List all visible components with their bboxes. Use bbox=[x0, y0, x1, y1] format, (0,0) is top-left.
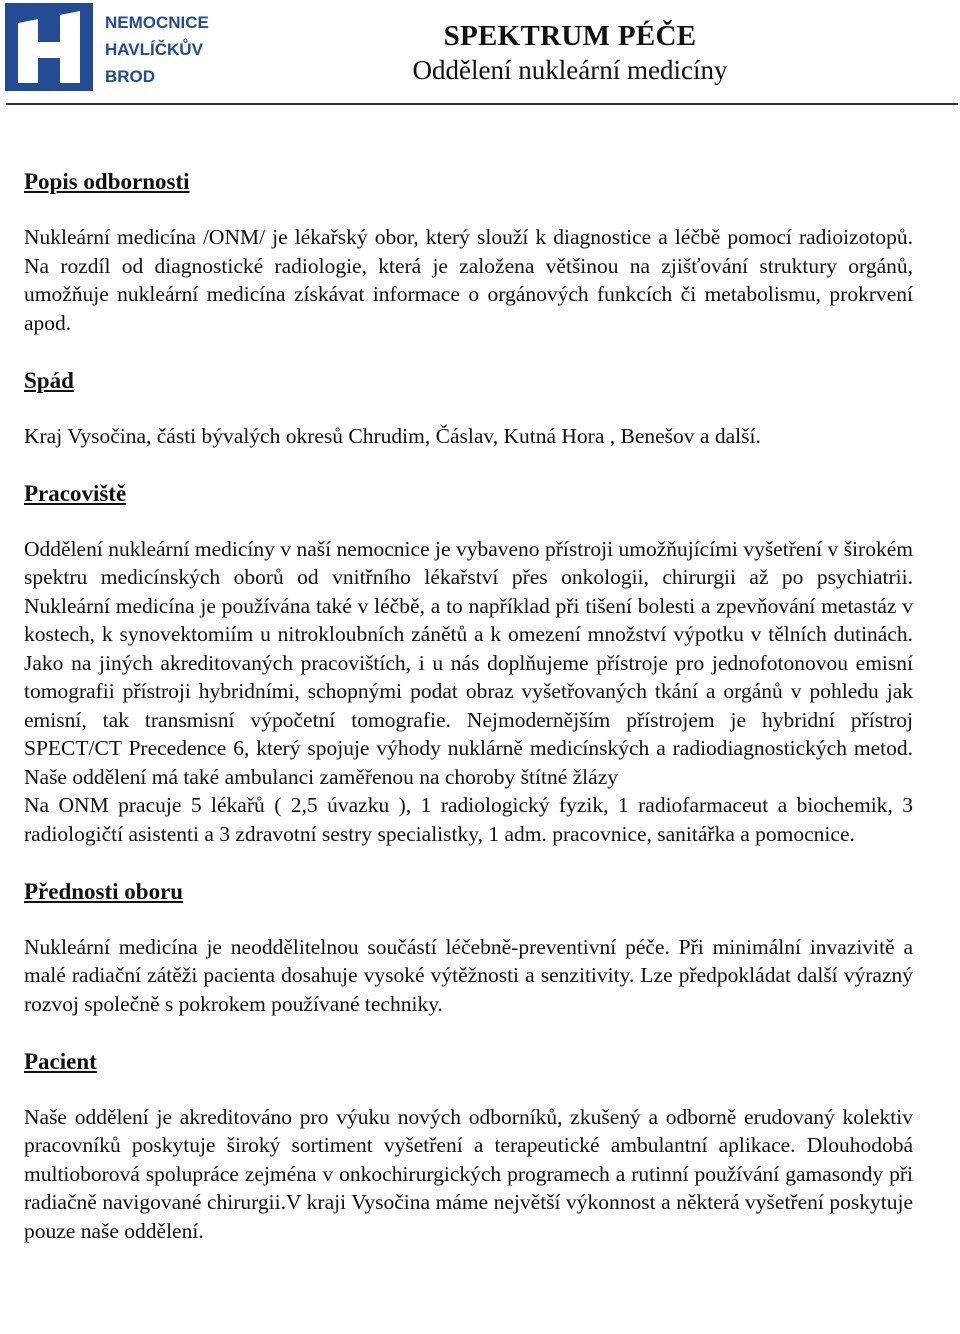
hospital-logo bbox=[5, 3, 215, 91]
section-heading-pracoviste: Pracoviště bbox=[24, 480, 127, 506]
logo-line: BROD bbox=[105, 67, 156, 86]
logo-line: NEMOCNICE bbox=[105, 13, 209, 32]
logo-text bbox=[105, 9, 209, 90]
section-paragraph: Nukleární medicína /ONM/ je lékařský obor, který slouží k diagnostice a léčbě pomocí radioizotopů. Na rozdíl od diagnostické radiologie, která je založena většinou na zjišťování struktury orgánů, umožňuje nukleární medicína získávat informace o orgánových funkcích či metabolismu, prokrvení apod. bbox=[24, 225, 913, 335]
logo-line: HAVLÍČKŮV bbox=[105, 40, 203, 59]
page-title: SPEKTRUM PÉČE bbox=[443, 20, 697, 52]
section-heading-pacient: Pacient bbox=[24, 1048, 97, 1074]
header-titles bbox=[380, 18, 760, 86]
section-paragraph: Nukleární medicína je neoddělitelnou součástí léčebně-preventivní péče. Při minimální invazivitě a malé radiační zátěži pacienta dosahuje vysoké výtěžnosti a senzitivity. Lze předpokládat další výrazný rozvoj společně s pokrokem používané techniky. bbox=[24, 934, 913, 1016]
section-paragraph: Na ONM pracuje 5 lékařů ( 2,5 úvazku ), 1 radiologický fyzik, 1 radiofarmaceut a biochemik, 3 radiologičtí asistenti a 3 zdravotní sestry specialistky, 1 adm. pracovnice, sanitářka a pomocnice. bbox=[24, 793, 913, 846]
document-header bbox=[0, 0, 960, 106]
section-paragraph: Naše oddělení je akreditováno pro výuku nových odborníků, zkušený a odborně erudovaný kolektiv pracovníků poskytuje široký sortiment vyšetření a terapeutické ambulantní aplikace. Dlouhodobá multioborová spolupráce zejména v onkochirurgických programech a rutinní používání gamasondy při radiačně navigované chirurgii.V kraji Vysočina máme největší výkonnost a některá vyšetření poskytuje pouze naše oddělení. bbox=[24, 1104, 913, 1243]
header-divider bbox=[6, 103, 958, 105]
h-letter-icon bbox=[5, 3, 93, 91]
document-body bbox=[24, 167, 913, 1245]
section-heading-spad: Spád bbox=[24, 367, 74, 393]
section-heading-prednosti: Přednosti oboru bbox=[24, 878, 184, 904]
page-subtitle: Oddělení nukleární medicíny bbox=[412, 55, 728, 85]
section-paragraph: Oddělení nukleární medicíny v naší nemocnice je vybaveno přístroji umožňujícími vyšetření v širokém spektru medicínských oborů od vnitřního lékařství přes onkologii, chirurgii až po psychiatrii. Nukleární medicína je používána také v léčbě, a to například při tišení bolesti a zpevňování metastáz v kostech, k synovektomiím u nitrokloubních zánětů a k omezení množství výpotku v tělních dutinách. Jako na jiných akreditovaných pracovištích, i u nás doplňujeme přístroje pro jednofotonovou emisní tomografii přístroji hybridními, schopnými podat obraz vyšetřovaných tkání a orgánů v pohledu jak emisní, tak transmisní výpočetní tomografie. Nejmodernějším přístrojem je hybridní přístroj SPECT/CT Precedence 6, který spojuje výhody nuklárně medicínských a radiodiagnostických metod. Naše oddělení má také ambulanci zaměřenou na choroby štítné žlázy bbox=[24, 536, 913, 789]
section-paragraph: Kraj Vysočina, části bývalých okresů Chrudim, Čáslav, Kutná Hora , Benešov a další. bbox=[24, 423, 761, 448]
section-heading-popis: Popis odbornosti bbox=[24, 169, 190, 194]
